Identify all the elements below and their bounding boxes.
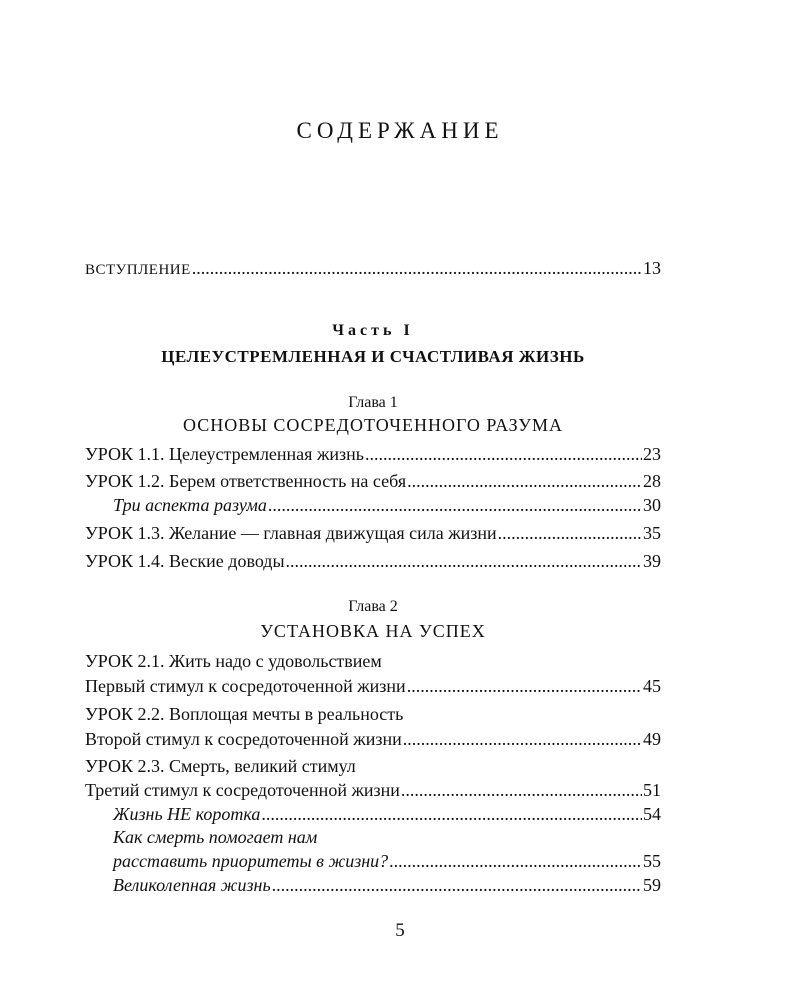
dot-leader [268, 494, 642, 516]
part-title: ЦЕЛЕУСТРЕМЛЕННАЯ И СЧАСТЛИВАЯ ЖИЗНЬ [161, 347, 585, 366]
toc-entry-label: ВСТУПЛЕНИЕ [85, 262, 191, 278]
dot-leader [401, 779, 642, 801]
toc-entry-label: УРОК 1.2. Берем ответственность на себя [85, 471, 407, 491]
toc-entry-page: 23 [643, 444, 661, 464]
toc-entry-lesson-1-4[interactable] [85, 550, 661, 572]
page-title: СОДЕРЖАНИЕ [296, 118, 504, 143]
toc-entry-label: УРОК 1.4. Веские доводы [85, 551, 285, 571]
toc-entry-magnificent-life[interactable] [113, 874, 661, 896]
toc-entry-lesson-1-2[interactable] [85, 470, 661, 492]
dot-leader [403, 728, 642, 750]
chapter-2-title: УСТАНОВКА НА УСПЕХ [260, 621, 486, 641]
dot-leader [272, 874, 642, 896]
toc-entry-label: УРОК 1.1. Целеустремленная жизнь [85, 444, 364, 464]
toc-entry-three-aspects[interactable] [113, 494, 661, 516]
toc-lesson-2-1-heading: УРОК 2.1. Жить надо с удовольствием [85, 651, 382, 671]
toc-entry-page: 45 [643, 676, 661, 696]
dot-leader [389, 850, 642, 872]
toc-entry-lesson-2-3[interactable] [85, 779, 661, 801]
dot-leader [286, 550, 642, 572]
chapter-1-label: Глава 1 [348, 394, 398, 411]
toc-entry-page: 39 [643, 551, 661, 571]
dot-leader [365, 443, 642, 465]
toc-entry-page: 28 [643, 471, 661, 491]
toc-entry-label: Первый стимул к сосредоточенной жизни [85, 676, 406, 696]
toc-entry-page: 30 [643, 495, 661, 515]
toc-entry-label: Великолепная жизнь [113, 875, 271, 895]
dot-leader [498, 522, 642, 544]
toc-lesson-2-3-heading: УРОК 2.3. Смерть, великий стимул [85, 756, 356, 776]
toc-entry-label: Второй стимул к сосредоточенной жизни [85, 729, 402, 749]
toc-entry-death-priorities[interactable] [113, 850, 661, 872]
chapter-2-label: Глава 2 [348, 598, 398, 615]
toc-entry-lesson-2-2[interactable] [85, 728, 661, 750]
page-number: 5 [395, 920, 405, 941]
toc-entry-page: 35 [643, 523, 661, 543]
toc-entry-lesson-1-1[interactable] [85, 443, 661, 465]
toc-entry-life-not-short[interactable] [113, 803, 661, 825]
toc-entry-page: 59 [643, 875, 661, 895]
toc-entry-intro[interactable] [85, 257, 661, 281]
toc-entry-page: 51 [643, 780, 661, 800]
dot-leader [407, 470, 642, 492]
toc-entry-label: Три аспекта разума [113, 495, 267, 515]
dot-leader [407, 675, 642, 697]
chapter-1-title: ОСНОВЫ СОСРЕДОТОЧЕННОГО РАЗУМА [183, 415, 563, 435]
toc-entry-page: 13 [643, 258, 661, 278]
toc-entry-label: УРОК 1.3. Желание — главная движущая сила жизни [85, 523, 497, 543]
toc-entry-page: 55 [643, 851, 661, 871]
toc-entry-label: расставить приоритеты в жизни? [113, 851, 389, 871]
toc-entry-page: 54 [643, 804, 661, 824]
toc-entry-death-priorities-line1: Как смерть помогает нам [113, 827, 318, 847]
dot-leader [192, 257, 642, 279]
toc-lesson-2-2-heading: УРОК 2.2. Воплощая мечты в реальность [85, 704, 404, 724]
toc-entry-lesson-2-1[interactable] [85, 675, 661, 697]
dot-leader [261, 803, 642, 825]
toc-entry-page: 49 [643, 729, 661, 749]
toc-entry-label: Жизнь НЕ коротка [113, 804, 261, 824]
toc-entry-label: Третий стимул к сосредоточенной жизни [85, 780, 400, 800]
part-label: Часть I [332, 322, 414, 339]
toc-entry-lesson-1-3[interactable] [85, 522, 661, 544]
